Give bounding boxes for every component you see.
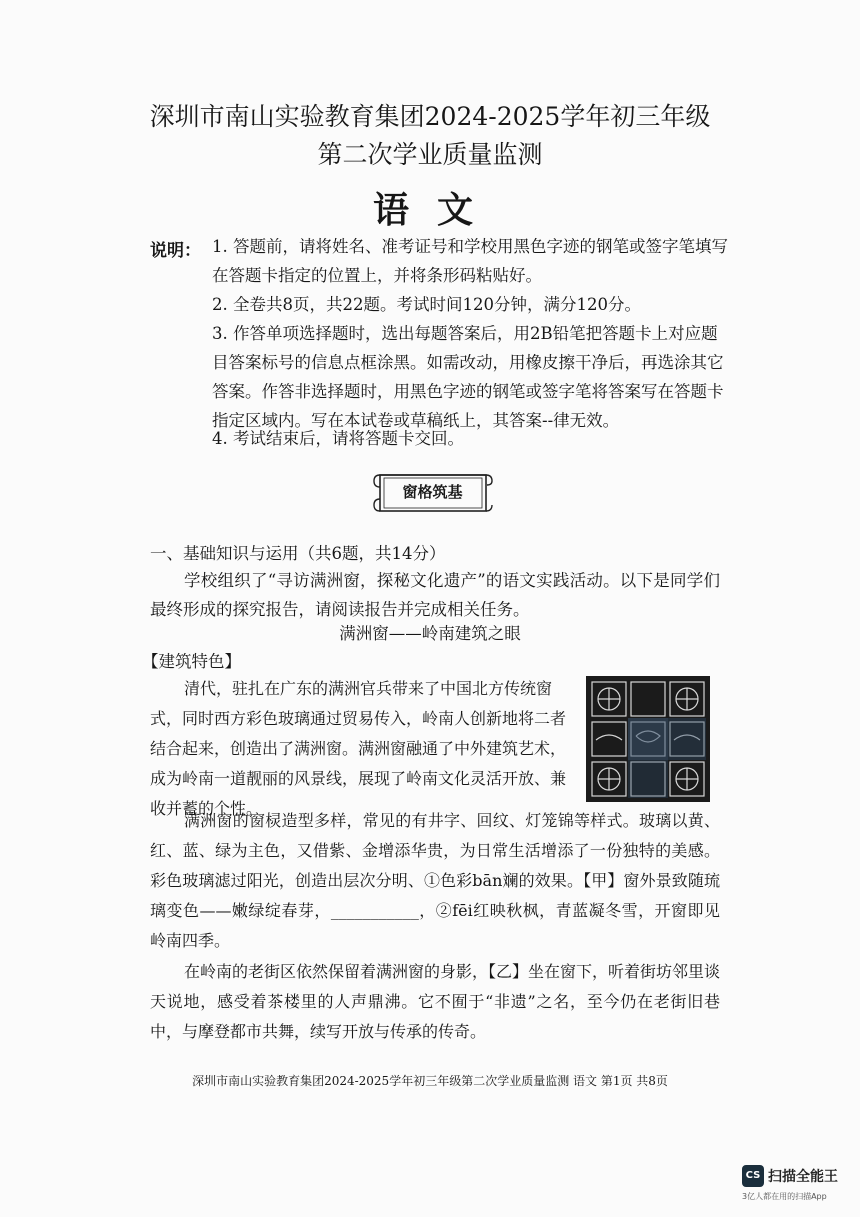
notes-label: 说明： bbox=[150, 241, 201, 261]
scroll-banner bbox=[370, 467, 495, 519]
watermark-tagline: 3亿人都在用的扫描App bbox=[742, 1192, 827, 1201]
camscanner-logo-icon: CS bbox=[742, 1165, 764, 1187]
report-subheading: 【建筑特色】 bbox=[142, 652, 241, 671]
note-item-1: 1. 答题前，请将姓名、准考证号和学校用黑色字迹的钢笔或签字笔填写在答题卡指定的位置上，并将条形码粘贴好。 bbox=[212, 237, 728, 285]
page-footer: 深圳市南山实验教育集团2024-2025学年初三年级第二次学业质量监测 语文 第1页 共8页 bbox=[192, 1074, 668, 1088]
manchu-window-image bbox=[586, 676, 710, 802]
watermark-name: 扫描全能王 bbox=[768, 1169, 838, 1185]
exam-title: 深圳市南山实验教育集团2024-2025学年初三年级 bbox=[149, 102, 711, 131]
exam-subtitle: 第二次学业质量监测 bbox=[317, 140, 543, 169]
section-heading: 一、基础知识与运用（共6题，共14分） bbox=[150, 544, 446, 563]
paragraph-2: 满洲窗的窗棂造型多样，常见的有井字、回纹、灯笼锦等样式。玻璃以黄、红、蓝、绿为主色，又借紫、金增添华贵，为日常生活增添了一份独特的美感。彩色玻璃滤过阳光，创造出层次分明、①色彩bān斓的效果。【甲】窗外景致随琉璃变色——嫩绿绽春芽，___________，②fēi红映秋枫，青蓝凝冬雪，开窗即见岭南四季。 bbox=[150, 811, 720, 950]
paragraph-3: 在岭南的老街区依然保留着满洲窗的身影，【乙】坐在窗下，听着街坊邻里谈天说地，感受着茶楼里的人声鼎沸。它不囿于“非遗”之名，至今仍在老街旧巷中，与摩登都市共舞，续写开放与传承的传奇。 bbox=[150, 962, 721, 1041]
section-intro: 学校组织了“寻访满洲窗，探秘文化遗产”的语文实践活动。以下是同学们最终形成的探究报告，请阅读报告并完成相关任务。 bbox=[150, 571, 720, 619]
report-title: 满洲窗——岭南建筑之眼 bbox=[339, 624, 521, 643]
banner-label: 窗格筑基 bbox=[402, 483, 463, 501]
paragraph-1: 清代，驻扎在广东的满洲官兵带来了中国北方传统窗式，同时西方彩色玻璃通过贸易传入，岭南人创新地将二者结合起来，创造出了满洲窗。满洲窗融通了中外建筑艺术，成为岭南一道靓丽的风景线，展现了岭南文化灵活开放、兼收并蓄的个性。 bbox=[150, 679, 567, 818]
note-item-2: 2. 全卷共8页，共22题。考试时间120分钟，满分120分。 bbox=[212, 295, 641, 314]
note-item-3: 3. 作答单项选择题时，选出每题答案后，用2B铅笔把答题卡上对应题目答案标号的信息点框涂黑。如需改动，用橡皮擦干净后，再选涂其它答案。作答非选择题时，用黑色字迹的钢笔或签字笔将答案写在答题卡指定区域内。写在本试卷或草稿纸上，其答案--律无效。 bbox=[212, 324, 724, 430]
note-item-4: 4. 考试结束后，请将答题卡交回。 bbox=[212, 429, 464, 448]
subject-title: 语文 bbox=[372, 189, 501, 231]
